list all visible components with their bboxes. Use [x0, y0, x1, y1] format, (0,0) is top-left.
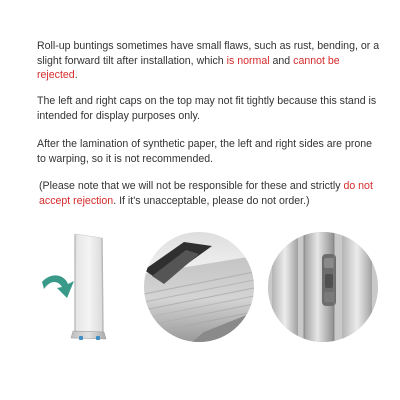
flaws-text: Roll-up buntings sometimes have small flaws, such as rust, bending, or a slight forward tilt after installation, which — [37, 40, 380, 67]
bent-base-photo — [144, 232, 254, 342]
cannot-be-rejected-highlight: cannot be rejected — [37, 54, 340, 81]
pole-joint-photo — [268, 232, 378, 342]
roll-up-stand-photo — [24, 232, 134, 342]
notice-paragraph-warping: After the lamination of synthetic paper, the left and right sides are prone to warping, so it is not recommended. — [37, 138, 373, 165]
notice-paragraph-disclaimer — [39, 179, 384, 208]
normal-highlight: is normal — [226, 54, 270, 67]
disclaimer-text: (Please note that we will not be responsible for these and strictly — [39, 180, 344, 192]
and-text: and — [269, 54, 294, 67]
disclaimer-end-text: . If it's unacceptable, please do not order.) — [113, 194, 310, 207]
curved-arrow-icon — [42, 275, 74, 298]
notice-paragraph-flaws — [37, 39, 382, 83]
notice-paragraph-caps: The left and right caps on the top may not fit tightly because this stand is intended for display purposes only. — [37, 95, 377, 122]
no-rejection-highlight: do not accept rejection — [39, 180, 373, 207]
period-text: . — [74, 69, 78, 81]
